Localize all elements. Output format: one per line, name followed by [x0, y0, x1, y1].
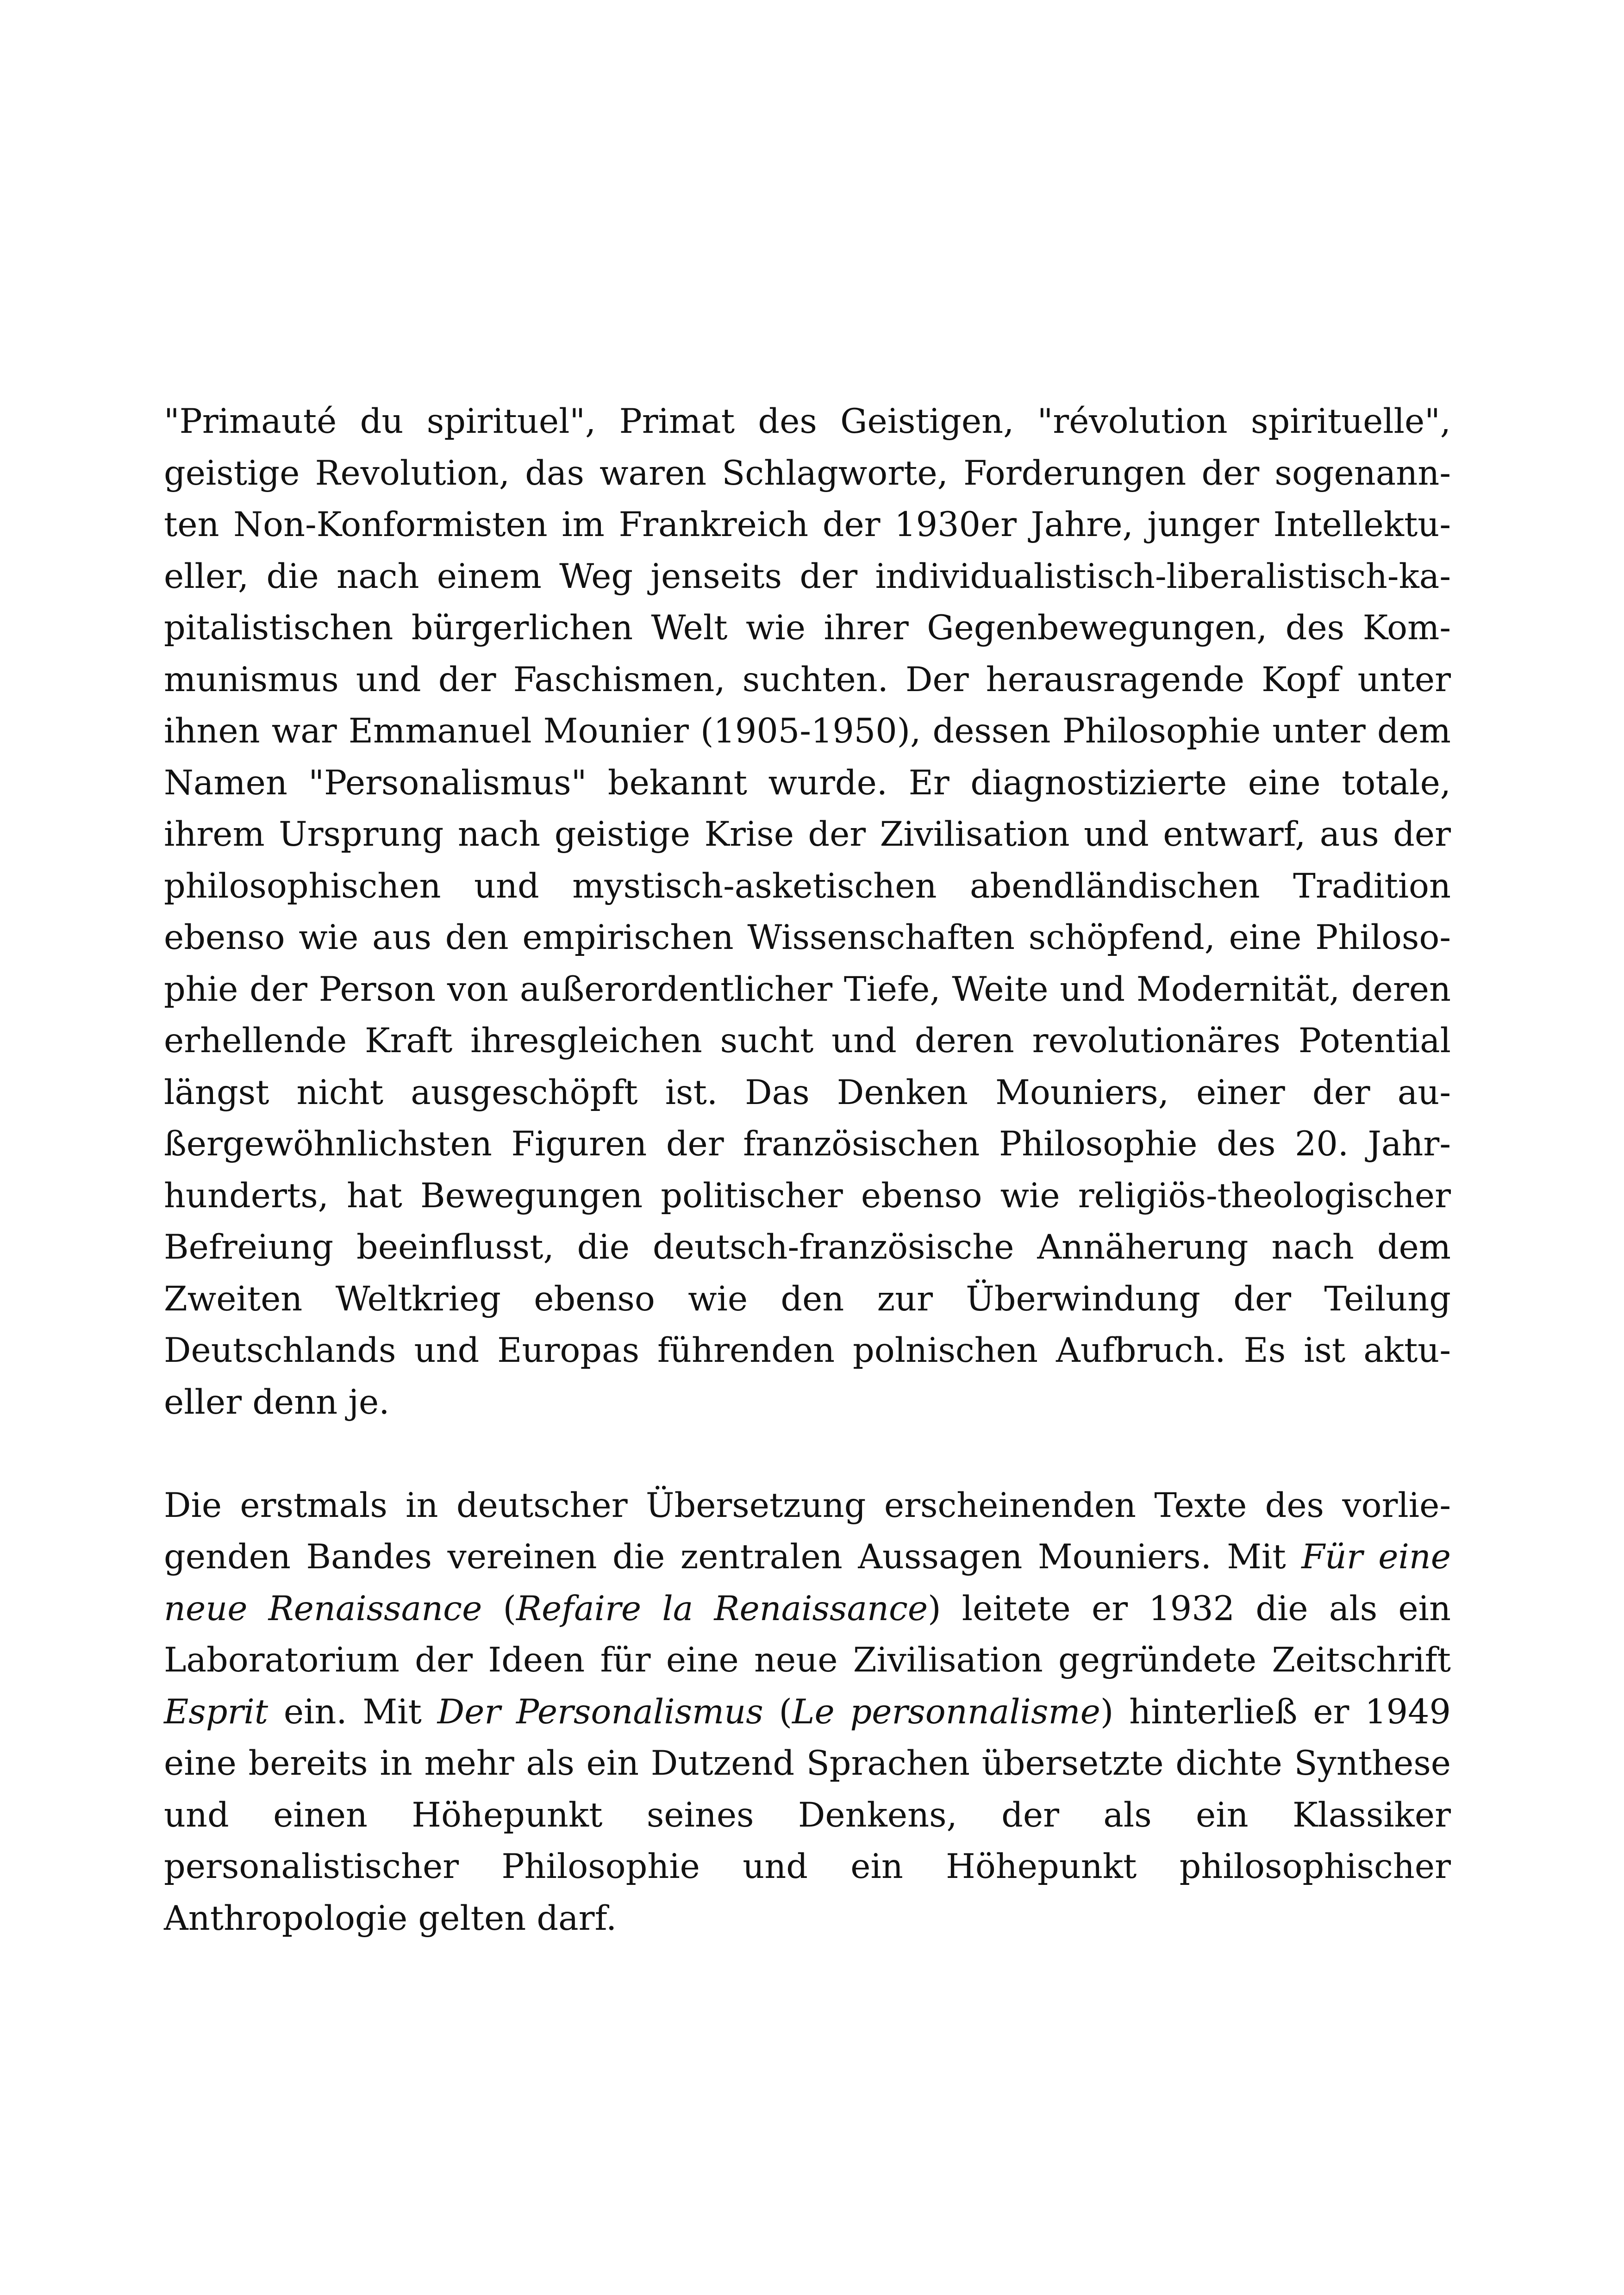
book-title-original: Refaire la Renaissance — [516, 1589, 928, 1628]
text-segment: ( — [482, 1589, 516, 1628]
book-title: Für eine neue Renaissance — [164, 1537, 1451, 1628]
text-segment: "Primauté du spirituel", Primat des Geistigen, "révolution spirituelle", geistige Revolution, das waren Schlagworte, Forderungen der sogenannten Non-Konformisten im Frankreich der 1930er Jahre, junger Intellektueller, die nach einem Weg jenseits der individualistisch-liberalistisch-kapitalistischen bürgerlichen Welt wie ihrer Gegenbewegungen, des Kommunismus und der Faschismen, suchten. Der herausragende Kopf unter ihnen war Emmanuel Mounier (1905-1950), dessen Philosophie unter dem Namen "Personalismus" bekannt wurde. Er diagnostizierte eine totale, ihrem Ursprung nach geistige Krise der Zivilisation und entwarf, aus der philosophischen und mystisch-asketischen abendländischen Tradition ebenso wie aus den empirischen Wissenschaften schöpfend, eine Philosophie der Person von außerordentlicher Tiefe, Weite und Modernität, deren erhellende Kraft ihresgleichen sucht und deren revolutionäres Potential längst nicht ausgeschöpft ist. Das Denken Mouniers, einer der außergewöhnlichsten Figuren der französischen Philosophie des 20. Jahrhunderts, hat Bewegungen politischer ebenso wie religiös-theologischer Befreiung beeinflusst, die deutsch-französische Annäherung nach dem Zweiten Weltkrieg ebenso wie den zur Überwindung der Teilung Deutschlands und Europas führenden polnischen Aufbruch. Es ist aktueller denn je. — [164, 402, 1451, 1422]
paragraph-works — [164, 1480, 1451, 1945]
text-segment: ) hinterließ er 1949 eine bereits in mehr als ein Dutzend Sprachen übersetzte dichte Synthese und einen Höhepunkt seines Denkens, der als ein Klassiker personalistischer Philosophie und ein Höhepunkt philosophischer Anthropologie gelten darf. — [164, 1692, 1451, 1938]
text-segment: ) leitete er 1932 die als ein Laboratorium der Ideen für eine neue Zivilisation gegründete Zeitschrift — [164, 1589, 1451, 1680]
body-text — [164, 396, 1451, 1944]
journal-title: Esprit — [164, 1692, 269, 1732]
text-segment: Die erstmals in deutscher Übersetzung erscheinenden Texte des vorliegenden Bandes vereinen die zentralen Aussagen Mouniers. Mit — [164, 1485, 1451, 1577]
book-title-original: Le personnalisme — [792, 1692, 1100, 1732]
text-segment: ( — [763, 1692, 793, 1732]
book-title: Der Personalismus — [437, 1692, 763, 1732]
paragraph-intro — [164, 396, 1451, 1428]
text-segment: ein. Mit — [268, 1692, 437, 1732]
